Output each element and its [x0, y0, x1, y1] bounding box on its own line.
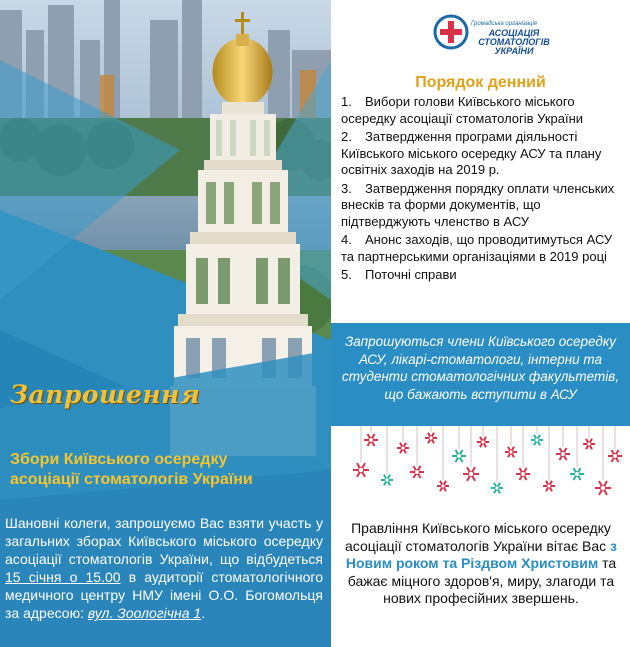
snowflake-icon	[583, 439, 595, 449]
agenda-item	[341, 267, 626, 284]
logo-line: АСОЦІАЦІЯ	[488, 28, 540, 38]
greeting-text: Правління Київського міського осередку асоціації стоматологів України вітає Вас	[345, 520, 611, 554]
snowflake-icon	[570, 468, 584, 480]
agenda-item-text: Анонс заходів, що проводитимуться АСУ та партнерськими організаціями в 2019 році	[341, 232, 613, 264]
logo-wordmark	[469, 29, 559, 56]
meeting-date-time: 15 січня о 15.00	[5, 569, 121, 585]
agenda-item-number: 1.	[341, 94, 352, 109]
invitation-title: Запрошення	[10, 380, 201, 409]
snowflake-icon	[608, 450, 622, 462]
new-year-greeting	[337, 520, 625, 608]
invitation-text-part: Шановні колеги, запрошуємо Вас взяти участь у загальних зборах Київського міського осередку асоціації стоматологів України, що відбудеться	[5, 515, 323, 567]
snowflake-icon	[463, 467, 479, 481]
invitation-text-end: .	[201, 605, 206, 621]
snowflake-icon	[452, 450, 466, 462]
agenda-title: Порядок денний	[415, 74, 546, 91]
snowflake-garland-decoration	[331, 426, 630, 516]
snowflake-icon	[516, 468, 530, 480]
agenda-item-text: Поточні справи	[365, 267, 457, 282]
greeting-highlight: з Новим роком та Різдвом Христовим	[345, 537, 617, 571]
logo-line: УКРАЇНИ	[494, 46, 534, 56]
snowflake-icon	[397, 443, 409, 453]
agenda-item-text: Затвердження порядку оплати членських внесків та форми документів, що підтверджують членство в АСУ	[341, 180, 615, 229]
snowflake-icon	[425, 433, 437, 443]
meeting-address: вул. Зоологічна 1	[87, 605, 202, 621]
snowflake-icon	[543, 481, 555, 491]
snowflake-icon	[505, 447, 517, 457]
agenda-item-text: Затвердження програми діяльності Київського міського осередку АСУ та плану освітніх заходів на 2019 р.	[341, 129, 602, 177]
invitation-text-part: в аудиторії стоматологічного медичного центру НМУ імені О.О. Богомольця за адресою:	[5, 569, 323, 621]
logo-caption: Громадська організація	[471, 21, 537, 27]
snowflake-icon	[477, 437, 489, 447]
agenda-panel	[331, 0, 630, 647]
greeting-text: та бажає міцного здоров'я, миру, злагоди та нових професійних звершень.	[347, 555, 617, 606]
snowflake-icon	[531, 435, 543, 445]
snowflake-icon	[353, 463, 369, 477]
agenda-item	[341, 181, 626, 231]
agenda-item	[341, 129, 626, 179]
agenda-item	[341, 94, 626, 127]
snowflake-icon	[437, 481, 449, 491]
members-invitation-box: Запрошуються члени Київського осередку АСУ, лікарі-стоматологи, інтерни та студенти стоматологічних факультетів, що бажають вступити в АСУ	[331, 323, 630, 426]
agenda-item-number: 4.	[341, 232, 352, 247]
logo-line: СТОМАТОЛОГІВ	[478, 37, 550, 47]
agenda-item	[341, 232, 626, 265]
agenda-item-number: 3.	[341, 180, 352, 196]
snowflake-icon	[410, 466, 424, 478]
snowflake-icon	[364, 434, 378, 446]
agenda-item-number: 5.	[341, 267, 352, 282]
agenda-item-text: Вибори голови Київського міського осередку асоціації стоматологів України	[341, 94, 584, 126]
agenda-list	[341, 94, 626, 286]
snowflake-icon	[381, 475, 393, 485]
snowflake-icon	[556, 448, 570, 460]
association-logo	[431, 6, 561, 58]
snowflake-icon	[595, 481, 611, 495]
snowflake-icon	[491, 483, 503, 493]
meeting-subtitle: Збори Київського осередку асоціації стоматологів України	[10, 451, 253, 488]
invitation-text	[5, 514, 323, 622]
agenda-item-number: 2.	[341, 129, 352, 144]
tooth-cross-logo-icon	[431, 12, 471, 52]
